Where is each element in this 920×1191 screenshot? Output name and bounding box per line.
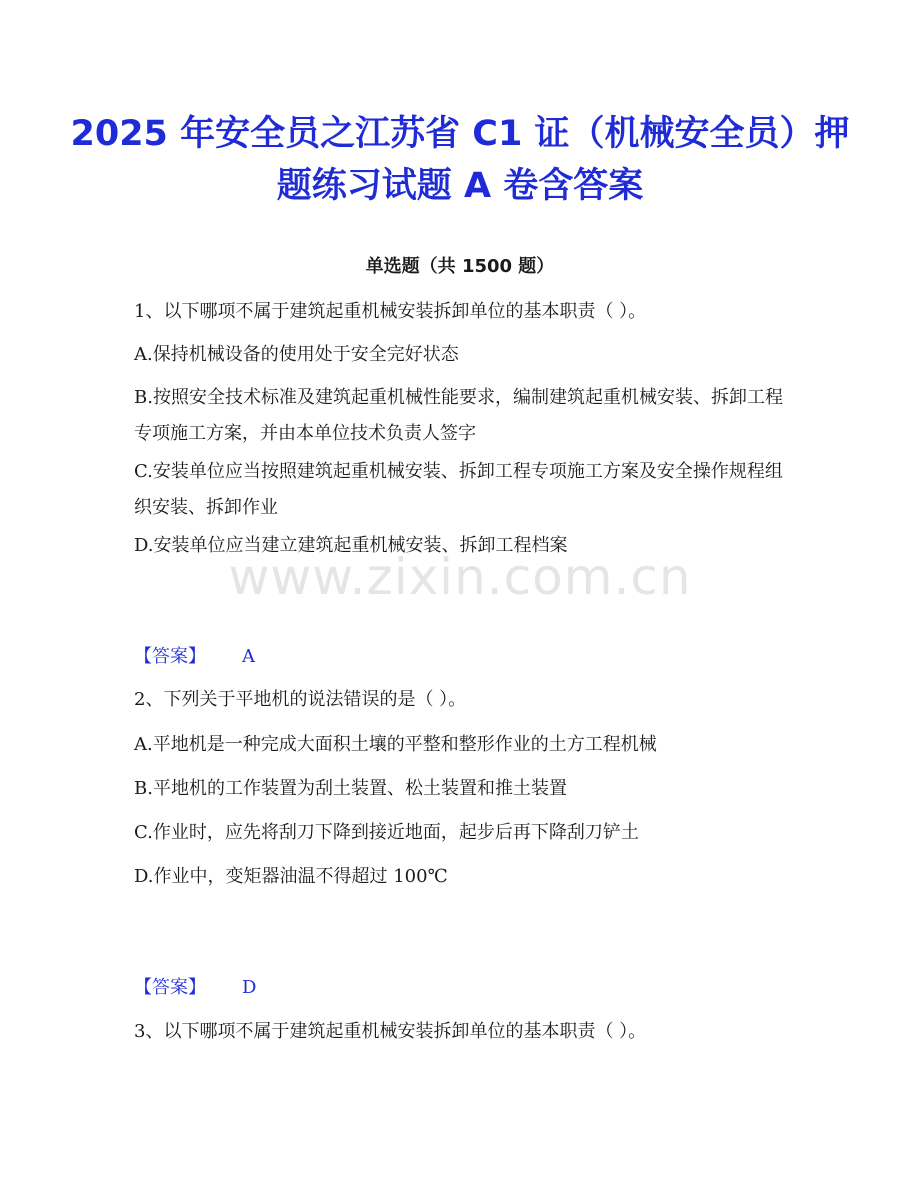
- answer-value: A: [242, 646, 255, 667]
- question-1-option-b: B.按照安全技术标准及建筑起重机械性能要求，编制建筑起重机械安装、拆卸工程专项施工方案，并由本单位技术负责人签字: [134, 387, 783, 444]
- section-heading: 单选题（共 1500 题）: [365, 256, 555, 277]
- question-1-option-a: A.保持机械设备的使用处于安全完好状态: [134, 344, 459, 365]
- question-2-stem: 2、下列关于平地机的说法错误的是（ ）。: [134, 689, 467, 710]
- question-2-option-b: B.平地机的工作装置为刮土装置、松土装置和推土装置: [134, 778, 567, 799]
- question-1-stem: 1、以下哪项不属于建筑起重机械安装拆卸单位的基本职责（ ）。: [134, 301, 647, 322]
- answer-label: 【答案】: [134, 646, 206, 667]
- question-2-option-c: C.作业时，应先将刮刀下降到接近地面，起步后再下降刮刀铲土: [134, 822, 639, 843]
- question-2-answer: [134, 975, 256, 1001]
- answer-value: D: [242, 977, 257, 998]
- watermark: www.zixin.com.cn: [228, 548, 692, 606]
- document-title: 2025 年安全员之江苏省 C1 证（机械安全员）押题练习试题 A 卷含答案: [70, 114, 850, 206]
- question-1-option-d: D.安装单位应当建立建筑起重机械安装、拆卸工程档案: [134, 535, 568, 556]
- question-1-option-c: C.安装单位应当按照建筑起重机械安装、拆卸工程专项施工方案及安全操作规程组织安装、拆卸作业: [134, 461, 783, 518]
- answer-label: 【答案】: [134, 977, 206, 998]
- question-2-option-a: A.平地机是一种完成大面积土壤的平整和整形作业的土方工程机械: [134, 734, 657, 755]
- question-3-stem: 3、以下哪项不属于建筑起重机械安装拆卸单位的基本职责（ ）。: [134, 1021, 647, 1042]
- question-2-option-d: D.作业中，变矩器油温不得超过 100℃: [134, 866, 448, 887]
- question-1-answer: [134, 644, 255, 670]
